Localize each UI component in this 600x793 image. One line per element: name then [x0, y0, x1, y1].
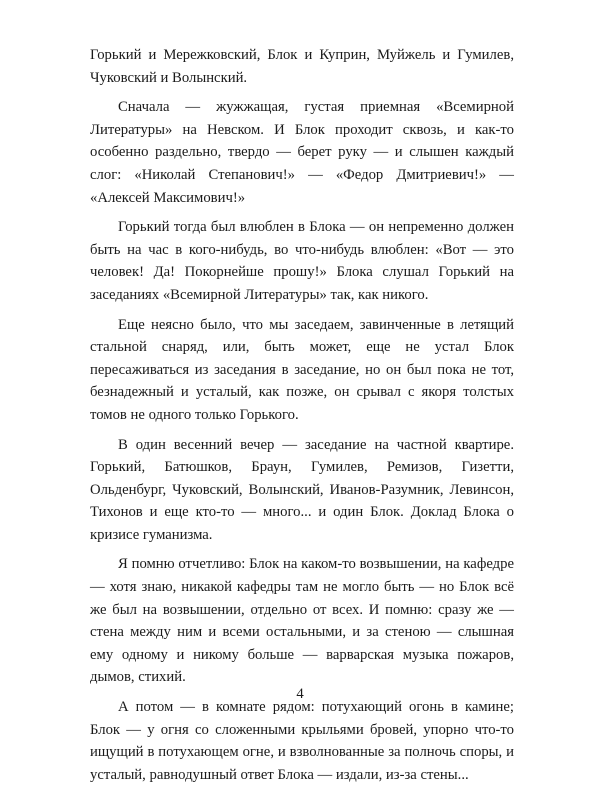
paragraph-5: В один весенний вечер — заседание на частной квартире. Горький, Батюшков, Браун, Гумилев, Ремизов, Гизетти, Ольденбург, Чуковский, Волынский, Иванов-Разумник, Левинсон, Тихонов и еще кто-то — много... и один Блок. Доклад Блока о кризисе гуманизма. [90, 436, 514, 543]
page-body [90, 44, 514, 793]
paragraph-1: Горький и Мережковский, Блок и Куприн, Муйжель и Гумилев, Чуковский и Волынский. [90, 47, 514, 86]
paragraph-2: Сначала — жужжащая, густая приемная «Всемирной Литературы» на Невском. И Блок проходит сквозь, и как-то особенно раздельно, твердо — берет руку — и слышен каждый слог: «Николай Степанович!» — «Федор Дмитриевич!» — «Алексей Максимович!» [90, 99, 514, 206]
paragraph-4: Еще неясно было, что мы заседаем, завинченные в летящий стальной снаряд, или, быть может, еще не устал Блок пересаживаться из заседания в заседание, но он был пока не тот, безнадежный и усталый, как позже, он срывал с якоря толстых томов не одного только Горького. [90, 316, 514, 423]
paragraph-6: Я помню отчетливо: Блок на каком-то возвышении, на кафедре — хотя знаю, никакой кафедры там не могло быть — но Блок всё же был на возвышении, отдельно от всех. И помню: сразу же — стена между ним и всеми остальными, и за стеною — слышная ему одному и никому больше — варварская музыка пожаров, дымов, стихий. [90, 556, 514, 686]
paragraph-7: А потом — в комнате рядом: потухающий огонь в камине; Блок — у огня со сложенными крыльями бровей, упорно что-то ищущий в потухающем огне, и взволнованные за полночь споры, и усталый, равнодушный ответ Блока — издали, из-за стены... [90, 699, 514, 783]
paragraph-3: Горький тогда был влюблен в Блока — он непременно должен быть на час в кого-нибудь, во что-нибудь влюблен: «Вот — это человек! Да! Покорнейше прошу!» Блока слушал Горький на заседаниях «Всемирной Литературы» так, как никого. [90, 219, 514, 303]
page-number: 4 [296, 686, 304, 702]
